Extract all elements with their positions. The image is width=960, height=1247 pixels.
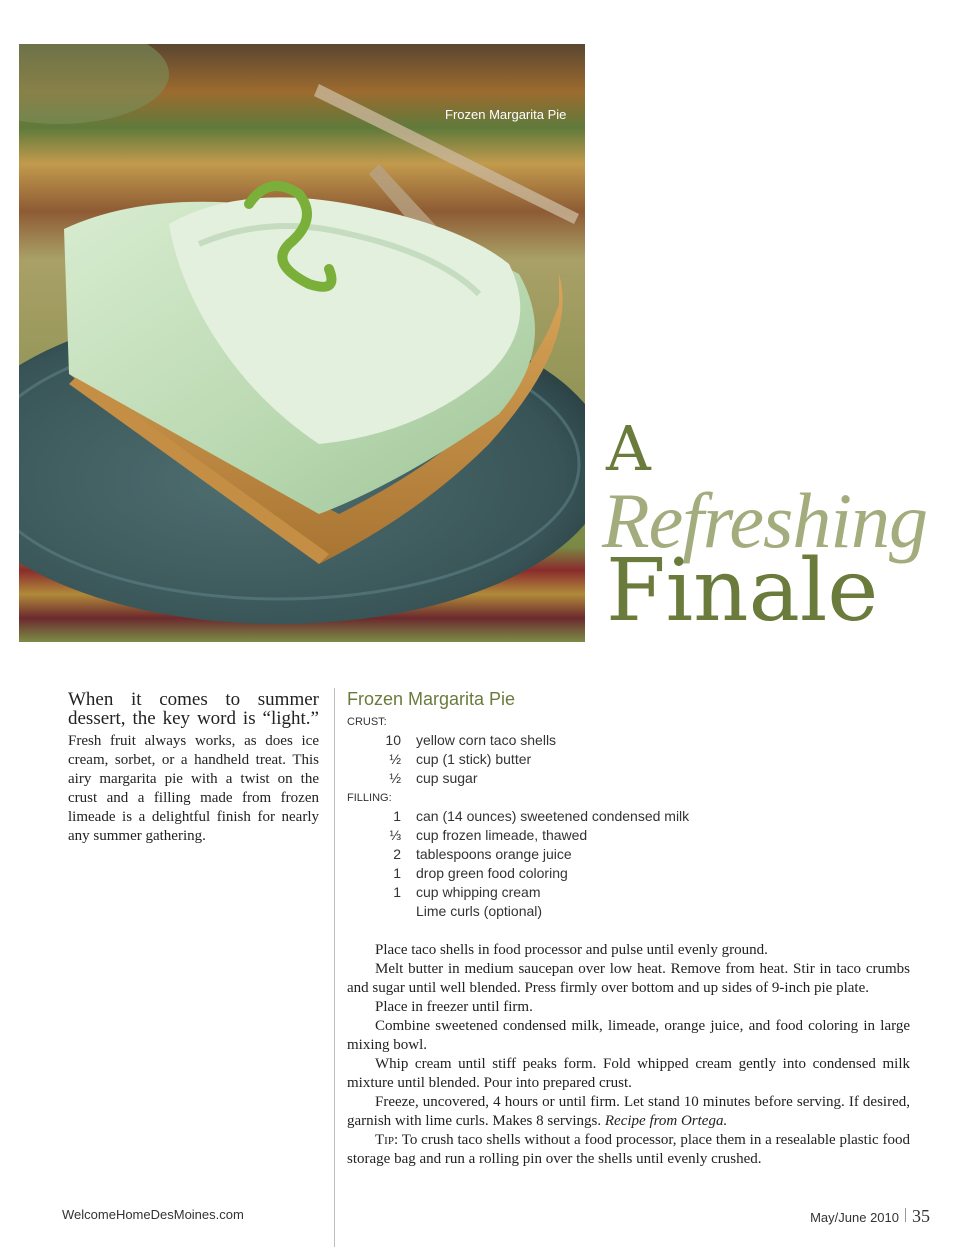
recipe-title: Frozen Margarita Pie	[347, 689, 516, 709]
ingredient-text: cup sugar	[416, 770, 478, 786]
ingredient-qty: 10	[385, 732, 401, 748]
ingredient-row	[347, 826, 907, 845]
column-divider	[334, 688, 335, 1247]
ingredient-qty: 1	[393, 865, 401, 881]
crust-label: CRUST:	[347, 716, 387, 728]
ingredient-text: yellow corn taco shells	[416, 732, 557, 748]
direction-step: Freeze, uncovered, 4 hours or until firm. Let stand 10 minutes before serving. If desired, garnish with lime curls. Makes 8 servings.	[347, 1094, 910, 1129]
ingredient-row	[347, 750, 907, 769]
footer-issue: May/June 2010	[810, 1210, 899, 1225]
footer-issue-info	[810, 1206, 930, 1227]
photo-caption: Frozen Margarita Pie	[445, 107, 567, 122]
title-word-a: A	[606, 412, 651, 485]
ingredient-qty: ½	[389, 770, 401, 786]
recipe-source: Recipe from Ortega.	[604, 1113, 728, 1129]
title-word-refreshing: Refreshing	[602, 477, 928, 564]
direction-step: Melt butter in medium saucepan over low heat. Remove from heat. Stir in taco crumbs and sugar until well blended. Press firmly over bottom and up sides of 9-inch pie plate.	[347, 961, 910, 996]
ingredient-text: tablespoons orange juice	[416, 846, 572, 862]
recipe-directions	[347, 941, 910, 1169]
direction-step: Whip cream until stiff peaks form. Fold whipped cream gently into condensed milk mixture until blended. Pour into prepared crust.	[347, 1056, 910, 1091]
recipe-tip	[347, 1131, 910, 1169]
ingredient-row	[347, 864, 907, 883]
ingredient-qty: ½	[389, 751, 401, 767]
intro-lead: When it comes to summer dessert, the key word is “light.”	[68, 689, 319, 729]
direction-step: Place in freezer until firm.	[375, 999, 533, 1015]
ingredient-row	[347, 731, 907, 750]
footer-website: WelcomeHomeDesMoines.com	[62, 1207, 244, 1222]
ingredient-row	[347, 902, 907, 921]
ingredient-qty: 1	[393, 884, 401, 900]
ingredient-text: drop green food coloring	[416, 865, 568, 881]
ingredient-row	[347, 807, 907, 826]
direction-step: Combine sweetened condensed milk, limeade, orange juice, and food coloring in large mixing bowl.	[347, 1018, 910, 1053]
ingredient-text: cup whipping cream	[416, 884, 541, 900]
ingredient-qty: ⅓	[389, 827, 401, 843]
filling-label: FILLING:	[347, 792, 392, 804]
title-word-finale: Finale	[606, 541, 879, 641]
ingredient-qty: 1	[393, 808, 401, 824]
pie-illustration	[19, 44, 585, 642]
ingredient-qty: 2	[393, 846, 401, 862]
ingredient-text: can (14 ounces) sweetened condensed milk	[416, 808, 690, 824]
ingredient-row	[347, 845, 907, 864]
ingredient-text: cup (1 stick) butter	[416, 751, 532, 767]
ingredient-text: Lime curls (optional)	[416, 903, 543, 919]
ingredient-row	[347, 883, 907, 902]
direction-step-final	[347, 1093, 910, 1131]
footer-separator	[905, 1208, 906, 1222]
hero-photo	[19, 44, 585, 642]
tip-label: Tip:	[375, 1132, 399, 1148]
tip-text: To crush taco shells without a food processor, place them in a resealable plastic food storage bag and run a rolling pin over the shells until evenly crushed.	[347, 1132, 910, 1167]
page-number: 35	[912, 1206, 930, 1226]
intro-body: Fresh fruit always works, as does ice cream, sorbet, or a handheld treat. This airy margarita pie with a twist on the crust and a filling made from frozen limeade is a delightful finish for nearly any summer gathering.	[68, 733, 319, 844]
direction-step: Place taco shells in food processor and pulse until evenly ground.	[375, 942, 768, 958]
ingredient-row	[347, 769, 907, 788]
ingredient-text: cup frozen limeade, thawed	[416, 827, 588, 843]
